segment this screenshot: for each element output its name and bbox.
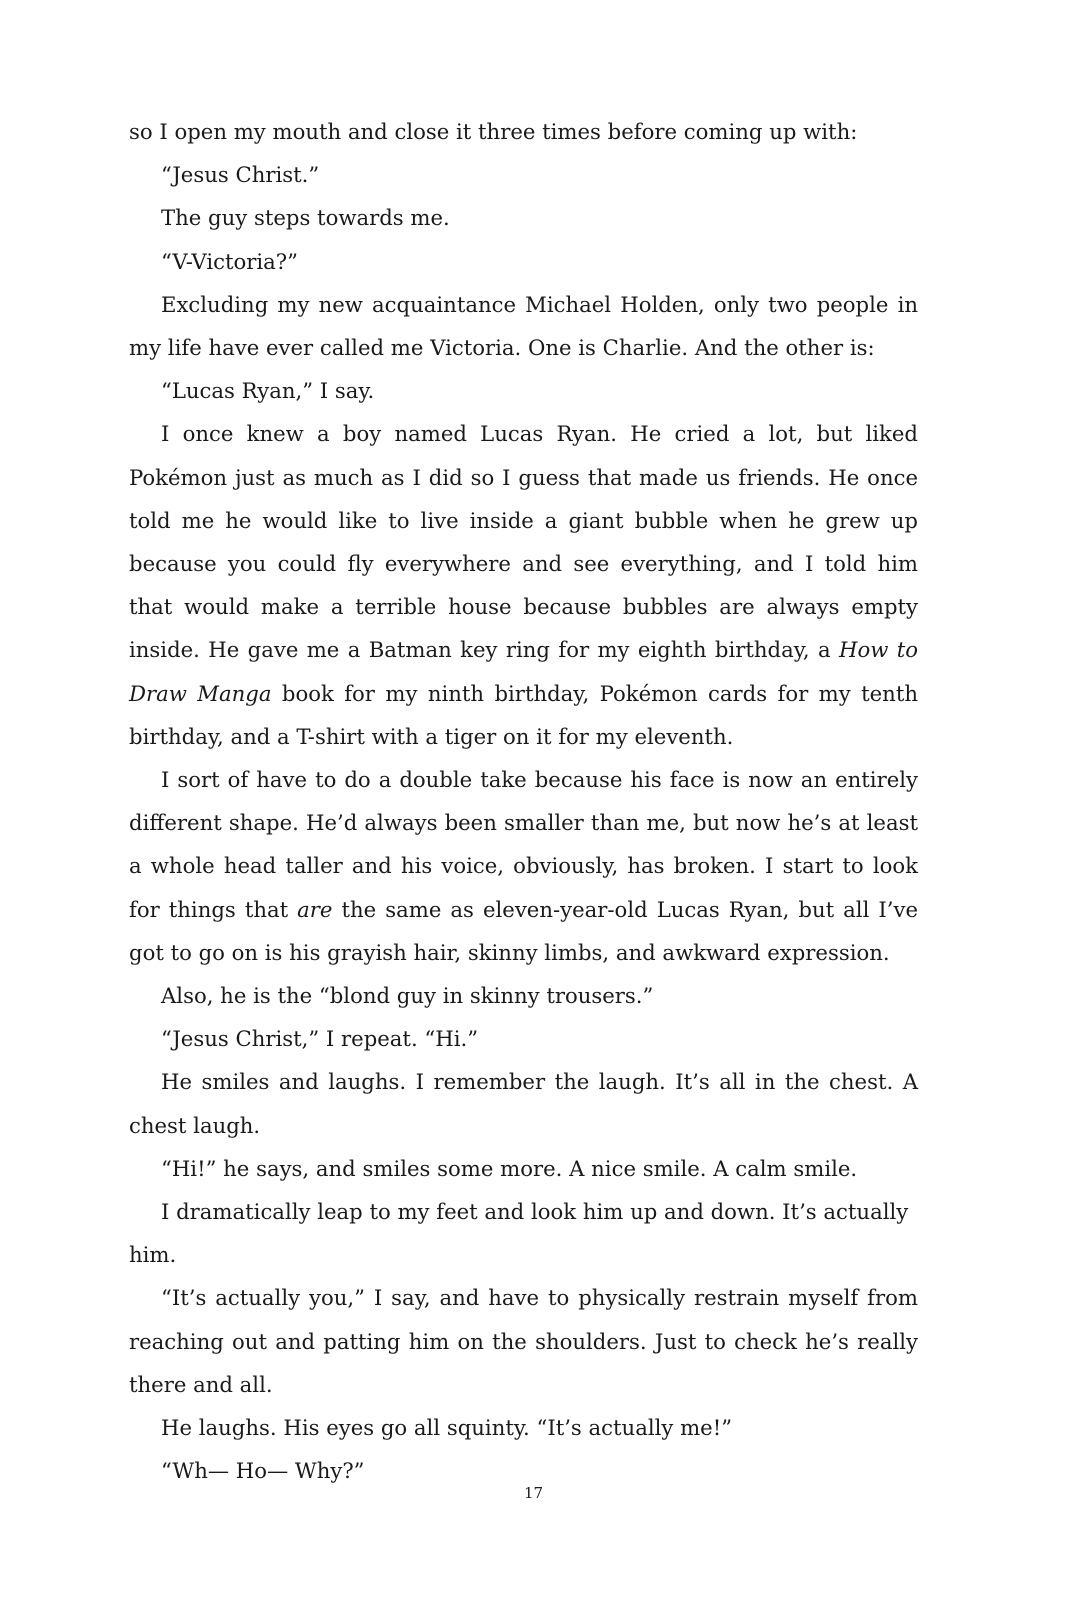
paragraph bbox=[129, 758, 918, 974]
paragraph: He smiles and laughs. I remember the laugh. It’s all in the chest. A chest laugh. bbox=[129, 1069, 918, 1138]
paragraph: “Wh— Ho— Why?” bbox=[161, 1458, 365, 1484]
paragraph: “Lucas Ryan,” I say. bbox=[161, 378, 375, 404]
text-span: I once knew a boy named Lucas Ryan. He cried a lot, but liked Pokémon just as much as I did so I guess that made us friends. He once told me he would like to live inside a giant bubble when he grew up because you could fly everywhere and see everything, and I told him that would make a terrible house because bubbles are always empty inside. He gave me a Batman key ring for my eighth birthday, a bbox=[129, 421, 918, 663]
paragraph: “Jesus Christ,” I repeat. “Hi.” bbox=[161, 1026, 479, 1052]
text-span: the same as eleven-year-old Lucas Ryan, but all I’ve got to go on is his grayish hair, skinny limbs, and awkward expression. bbox=[129, 896, 919, 965]
paragraph: “It’s actually you,” I say, and have to physically restrain myself from reaching out and patting him on the shoulders. Just to check he’s really there and all. bbox=[129, 1285, 918, 1397]
paragraph: “Hi!” he says, and smiles some more. A nice smile. A calm smile. bbox=[161, 1155, 858, 1181]
text-span: I sort of have to do a double take because his face is now an entirely different shape. He’d always been smaller than me, but now he’s at least a whole head taller and his voice, obviously, has broken. I start to look for things that bbox=[129, 767, 918, 922]
paragraph: He laughs. His eyes go all squinty. “It’s actually me!” bbox=[161, 1415, 733, 1441]
paragraph: so I open my mouth and close it three times before coming up with: bbox=[129, 119, 858, 144]
paragraph: “Jesus Christ.” bbox=[161, 162, 320, 188]
book-title-italic: How to Draw Manga bbox=[129, 637, 918, 706]
paragraph: Also, he is the “blond guy in skinny trousers.” bbox=[161, 983, 654, 1009]
body-text bbox=[129, 110, 918, 1493]
paragraph: The guy steps towards me. bbox=[161, 205, 450, 231]
paragraph: Excluding my new acquaintance Michael Holden, only two people in my life have ever called me Victoria. One is Charlie. And the other is: bbox=[129, 291, 918, 361]
paragraph: I dramatically leap to my feet and look him up and down. It’s actually him. bbox=[129, 1199, 909, 1268]
paragraph bbox=[129, 412, 918, 758]
paragraph: “V-Victoria?” bbox=[161, 248, 298, 274]
emphasis-italic: are bbox=[297, 896, 333, 922]
page-number: 17 bbox=[523, 1484, 544, 1502]
text-span: book for my ninth birthday, Pokémon cards for my tenth birthday, and a T-shirt with a tiger on it for my eleventh. bbox=[129, 680, 918, 749]
